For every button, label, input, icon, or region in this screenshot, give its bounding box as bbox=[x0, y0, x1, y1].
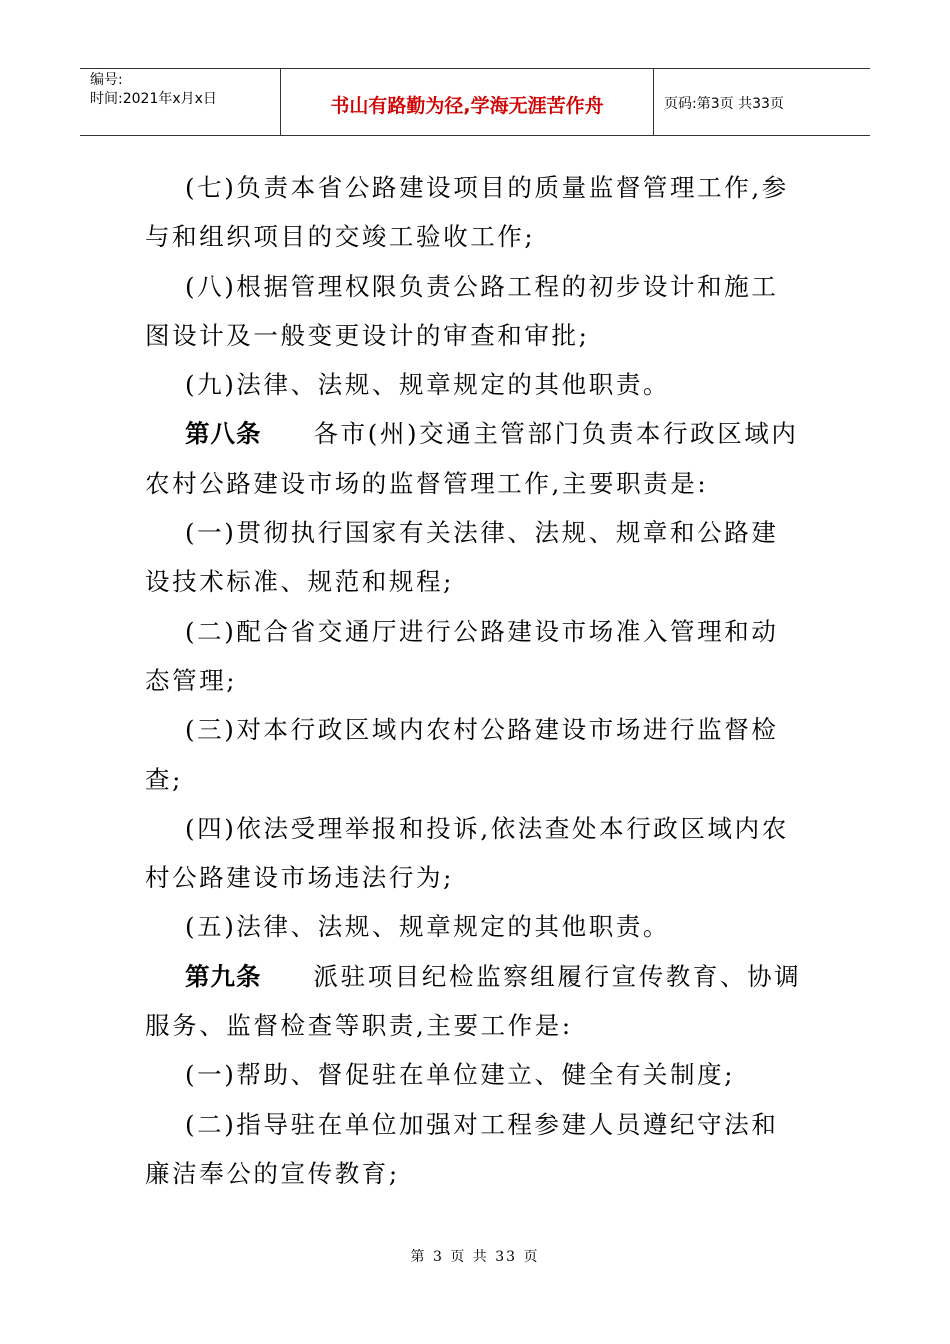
paragraph bbox=[145, 902, 805, 951]
paragraph bbox=[145, 607, 805, 706]
document-time-label: 时间:2021年x月x日 bbox=[90, 91, 217, 107]
paragraph bbox=[145, 1050, 805, 1099]
article-heading: 第八条 bbox=[185, 419, 262, 449]
paragraph-text: (八)根据管理权限负责公路工程的初步设计和施工图设计及一般变更设计的审查和审批; bbox=[145, 271, 779, 350]
paragraph-text: (三)对本行政区域内农村公路建设市场进行监督检查; bbox=[145, 715, 779, 794]
article-paragraph bbox=[145, 952, 805, 1051]
header-page-info: 页码:第3页 共33页 bbox=[664, 96, 784, 112]
paragraph bbox=[145, 705, 805, 804]
paragraph-text: (一)贯彻执行国家有关法律、法规、规章和公路建设技术标准、规范和规程; bbox=[145, 518, 779, 597]
paragraph-text: 各市(州)交通主管部门负责本行政区域内农村公路建设市场的监督管理工作,主要职责是: bbox=[145, 419, 799, 498]
paragraph bbox=[145, 804, 805, 903]
paragraph-text: 派驻项目纪检监察组履行宣传教育、协调服务、监督检查等职责,主要工作是: bbox=[145, 961, 802, 1041]
paragraph bbox=[145, 1100, 805, 1199]
paragraph bbox=[145, 262, 805, 361]
paragraph-text: (二)指导驻在单位加强对工程参建人员遵纪守法和廉洁奉公的宣传教育; bbox=[145, 1109, 779, 1188]
paragraph bbox=[145, 360, 805, 409]
header-motto: 书山有路勤为径,学海无涯苦作舟 bbox=[281, 69, 654, 135]
paragraph bbox=[145, 163, 805, 262]
header-meta bbox=[80, 69, 281, 135]
article-paragraph bbox=[145, 409, 805, 508]
paragraph-text: (九)法律、法规、规章规定的其他职责。 bbox=[185, 370, 671, 400]
article-heading: 第九条 bbox=[185, 961, 262, 991]
document-body bbox=[145, 163, 805, 1198]
paragraph bbox=[145, 508, 805, 607]
paragraph-text: (五)法律、法规、规章规定的其他职责。 bbox=[185, 912, 671, 942]
paragraph-text: (一)帮助、督促驻在单位建立、健全有关制度; bbox=[185, 1060, 736, 1090]
document-number-label: 编号: bbox=[90, 72, 123, 88]
page-footer: 第 3 页 共 33 页 bbox=[410, 1249, 540, 1265]
paragraph-text: (七)负责本省公路建设项目的质量监督管理工作,参与和组织项目的交竣工验收工作; bbox=[145, 173, 789, 252]
paragraph-text: (四)依法受理举报和投诉,依法查处本行政区域内农村公路建设市场违法行为; bbox=[145, 813, 789, 893]
page-header bbox=[80, 68, 870, 136]
paragraph-text: (二)配合省交通厅进行公路建设市场准入管理和动态管理; bbox=[145, 616, 779, 695]
